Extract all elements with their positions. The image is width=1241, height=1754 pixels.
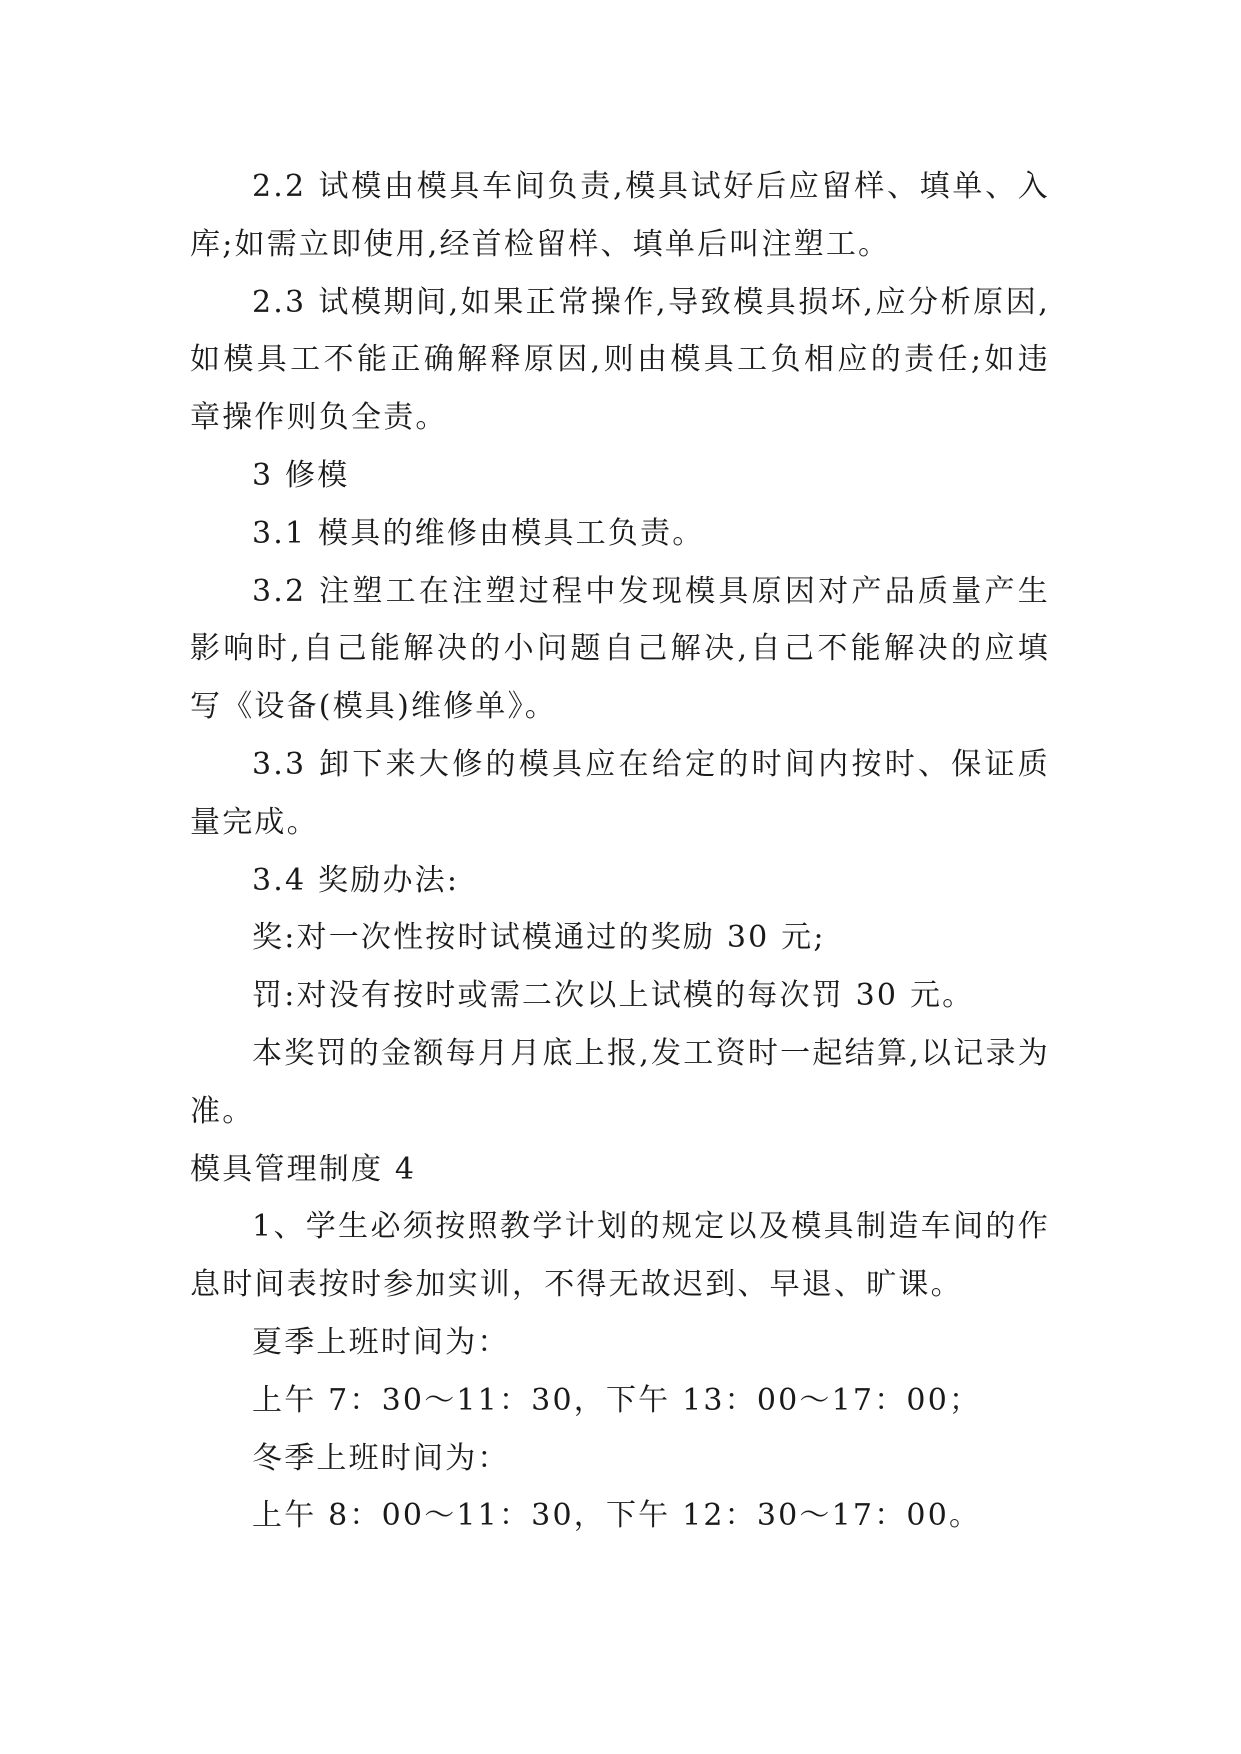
paragraph-winter-hours: 上午 8：00～11：30，下午 12：30～17：00。 [252, 1498, 982, 1534]
paragraph-3-3: 3.3 卸下来大修的模具应在给定的时间内按时、保证质量完成。 [190, 746, 1050, 840]
paragraph-2-3: 2.3 试模期间,如果正常操作,导致模具损坏,应分析原因,如模具工不能正确解释原因,则由模具工负相应的责任;如违章操作则负全责。 [190, 284, 1050, 436]
paragraph-reward: 奖:对一次性按时试模通过的奖励 30 元; [252, 920, 826, 956]
paragraph-2-2: 2.2 试模由模具车间负责,模具试好后应留样、填单、入库;如需立即使用,经首检留样、填单后叫注塑工。 [190, 169, 1050, 262]
document-heading-4: 模具管理制度 4 [190, 1151, 417, 1187]
paragraph-3-4: 3.4 奖励办法: [252, 862, 460, 898]
section-heading-3: 3 修模 [252, 457, 350, 493]
paragraph-3-2: 3.2 注塑工在注塑过程中发现模具原因对产品质量产生影响时,自己能解决的小问题自己解决,自己不能解决的应填写《设备(模具)维修单》。 [190, 573, 1050, 725]
paragraph-summer-label: 夏季上班时间为： [252, 1324, 510, 1360]
paragraph-penalty: 罚:对没有按时或需二次以上试模的每次罚 30 元。 [252, 978, 975, 1014]
paragraph-3-1: 3.1 模具的维修由模具工负责。 [252, 515, 705, 551]
paragraph-summer-hours: 上午 7：30～11：30，下午 13：00～17：00； [252, 1382, 982, 1418]
paragraph-settlement: 本奖罚的金额每月月底上报,发工资时一起结算,以记录为准。 [190, 1035, 1050, 1129]
paragraph-rule-1: 1、学生必须按照教学计划的规定以及模具制造车间的作息时间表按时参加实训，不得无故迟到、早退、旷课。 [190, 1209, 1050, 1303]
paragraph-winter-label: 冬季上班时间为： [252, 1440, 510, 1476]
document-body [190, 158, 1050, 1545]
